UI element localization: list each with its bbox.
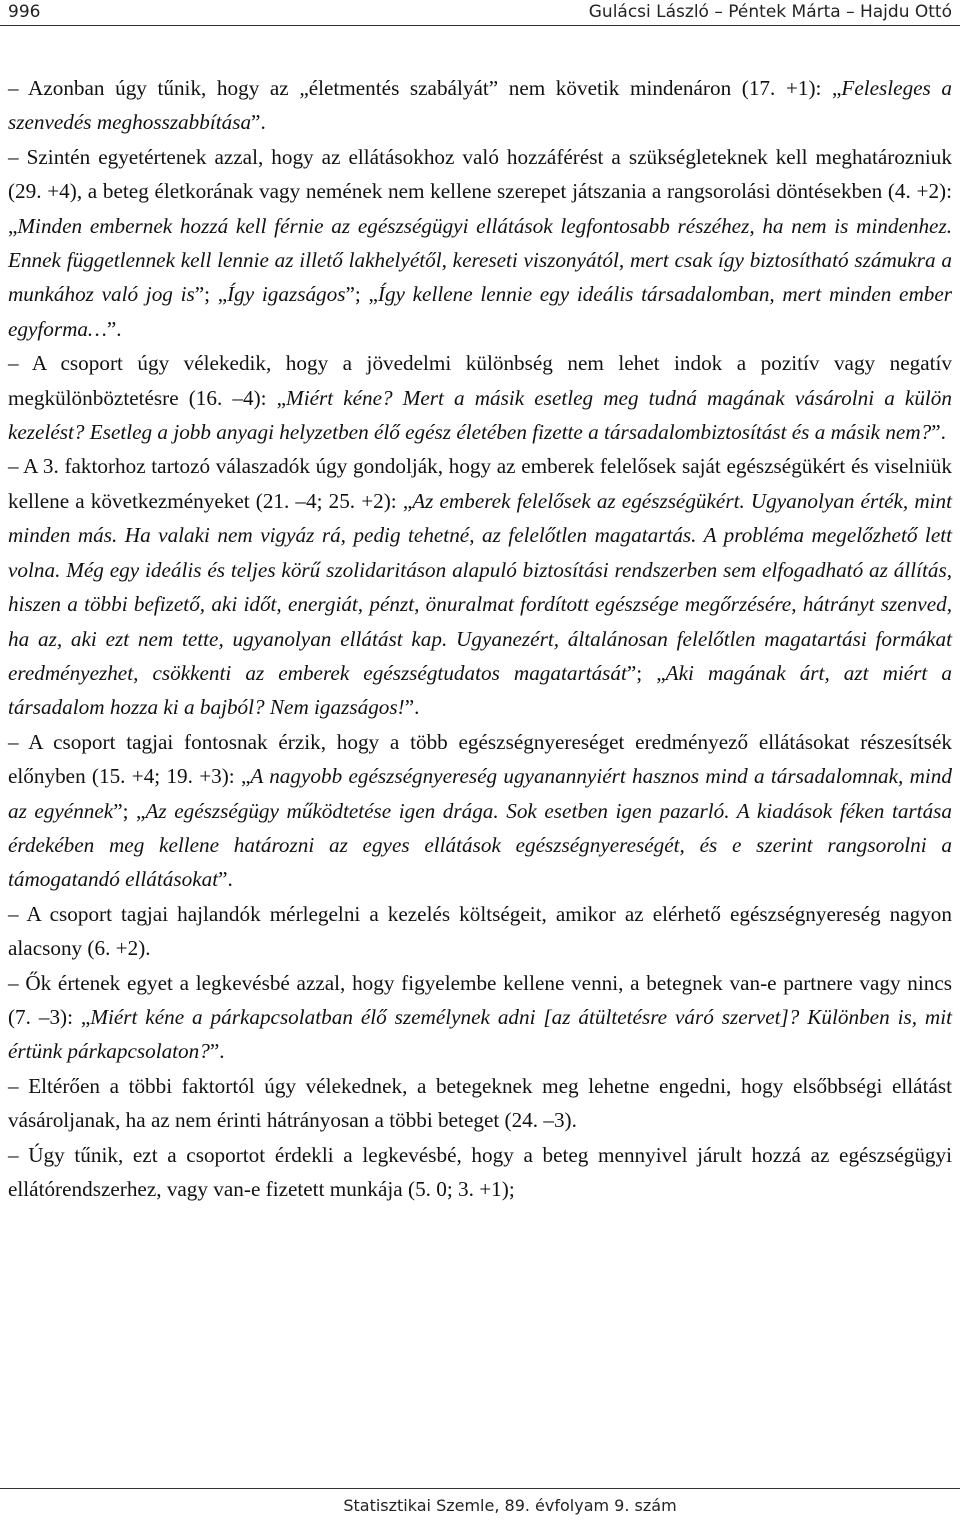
running-footer [0, 1488, 960, 1521]
quote-text: Így igazságos [227, 282, 346, 307]
quote-text: Az egészségügy működtetése igen drága. Sok esetben igen pazarló. A kiadások féken tartása érdekében meg kellene határozni az egyes ellátások egészségnyereségét, és e szerint rangsorolni a támogatandó ellátásokat [8, 798, 953, 892]
quote-text: Az emberek felelősek az egészségükért. Ugyanolyan érték, mint minden más. Ha valaki nem vigyáz rá, pedig tehetné, az felelőtlen magatartás. A probléma megelőzhető lett volna. Még egy ideális és teljes körű szolidaritáson alapuló biztosítási rendszerben sem elfogadható az állítás, hiszen a többi befizető, aki időt, energiát, pénzt, önuralmat fordított egészsége megőrzésére, hátrányt szenved, ha az, aki ezt nem tette, ugyanolyan ellátást kap. Ugyanezért, általánosan felelőtlen magatartási formákat eredményezhet, csökkenti az emberek egészségtudatos magatartását [8, 488, 952, 685]
quote-text: Aki magának árt, azt miért a társadalom hozza ki a bajból? Nem igazságos! [8, 660, 952, 720]
paragraph [8, 1138, 952, 1207]
paragraph-text: – A csoport tagjai hajlandók mérlegelni a kezelés költségeit, amikor az elérhető egészségnyereség nagyon alacsony (6. +2). [8, 901, 952, 961]
header-authors: Gulácsi László – Péntek Márta – Hajdu Ottó [588, 2, 952, 22]
journal-citation: Statisztikai Szemle, 89. évfolyam 9. szám [343, 1496, 677, 1515]
article-body [8, 71, 952, 1206]
paragraph-text: ”. [209, 1039, 225, 1064]
paragraph [8, 346, 952, 449]
quote-text: Miért kéne a párkapcsolatban élő személynek adni [az átültetésre váró szervet]? Különben is, mit értünk párkapcsolaton? [8, 1004, 953, 1064]
paragraph-text: ”. [251, 110, 266, 135]
paragraph-text: ”. [218, 867, 233, 892]
quote-text: Így kellene lennie egy ideális társadalomban, mert minden ember egyforma… [8, 282, 952, 341]
paragraph-text: ”; „ [345, 282, 378, 307]
paragraph-text: ”. [404, 695, 420, 720]
paragraph-text: ”; „ [113, 798, 146, 823]
quote-text: Felesleges a szenvedés meghosszabbítása [8, 76, 952, 135]
quote-text: A nagyobb egészségnyereség ugyanannyiért hasznos mind a társadalomnak, mind az egyénnek [8, 764, 952, 823]
paragraph [8, 725, 952, 897]
paragraph-text: – Azonban úgy tűnik, hogy az „életmentés szabályát” nem követik mindenáron (17. +1): „ [8, 76, 842, 100]
paragraph-text: – A csoport úgy vélekedik, hogy a jövedelmi különbség nem lehet indok a pozitív vagy negatív megkülönböztetésre (16. –4): „ [8, 351, 952, 410]
paragraph-text: – Úgy tűnik, ezt a csoportot érdekli a legkevésbé, hogy a beteg mennyivel járult hozzá az egészségügyi ellátórendszerhez, vagy van-e fizetett munkája (5. 0; 3. +1); [8, 1142, 952, 1201]
paragraph [8, 897, 952, 966]
paragraph [8, 71, 952, 140]
paragraph-text: – A 3. faktorhoz tartozó válaszadók úgy gondolják, hogy az emberek felelősek saját egészségükért és viselniük kellene a következményeket (21. –4; 25. +2): „ [8, 454, 952, 513]
paragraph-text: ”; „ [194, 282, 228, 307]
quote-text: Minden embernek hozzá kell férnie az egészségügyi ellátások legfontosabb részéhez, ha nem is mindenhez. Ennek függetlennek kell lennie az illető lakhelyétől, kereseti viszonyától, mert csak így biztosítható számukra a munkához való jog is [8, 213, 952, 307]
paragraph-text: – Szintén egyetértenek azzal, hogy az ellátásokhoz való hozzáférést a szükségleteknek kell meghatározniuk (29. +4), a beteg életkorának vagy nemének nem kellene szerepet játszania a rangsorolási döntésekben (4. +2): „ [8, 144, 952, 238]
footer-rule [0, 1488, 960, 1489]
paragraph-text: – Eltérően a többi faktortól úgy vélekednek, a betegeknek meg lehetne engedni, hogy elsőbbségi ellátást vásároljanak, ha az nem érinti hátrányosan a többi beteget (24. –3). [8, 1073, 952, 1133]
paragraph [8, 140, 952, 346]
paragraph [8, 1069, 952, 1138]
paragraph-text: – Ők értenek egyet a legkevésbé azzal, hogy figyelembe kellene venni, a betegnek van-e partnere vagy nincs (7. –3): „ [8, 970, 952, 1029]
paragraph-text: ”. [106, 316, 122, 341]
paragraph [8, 449, 952, 724]
paragraph [8, 966, 952, 1069]
paragraph-text: ”; „ [626, 660, 666, 685]
header-rule [0, 25, 960, 26]
paragraph-text: – A csoport tagjai fontosnak érzik, hogy a több egészségnyereséget eredményező ellátásokat részesítsék előnyben (15. +4; 19. +3): „ [8, 729, 952, 789]
page-number: 996 [8, 2, 41, 22]
running-header [0, 0, 960, 26]
quote-text: Miért kéne? Mert a másik esetleg meg tudná magának vásárolni a külön kezelést? Esetleg a jobb anyagi helyzetben élő egész életében fizette a társadalombiztosítást és a másik nem? [8, 385, 952, 445]
paragraph-text: ”. [931, 420, 946, 445]
